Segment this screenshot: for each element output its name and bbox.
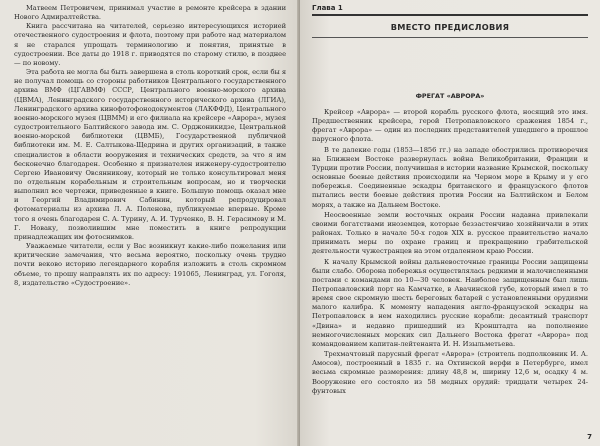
right-paragraph-1: Крейсер «Аврора» — второй корабль русского флота, носящий это имя. Предшественник крейсера, герой Петропавловского сражения 1854 г., фрегат «Аврора» — один из последних представителей ушедшего в прошлое парусного флота. bbox=[312, 108, 588, 144]
chapter-label: Глава 1 bbox=[312, 4, 343, 12]
right-paragraph-2: В те далекие годы (1853—1856 гг.) на западе обострились противоречия на Ближнем Востоке развернулась война Великобритании, Франции и Турции против России, получившая в истории название Крымской, поскольку основные боевые действия происходили на Черном море в Крыму и у его побережья. Соединенные эскадры британского и французского флотов пытались вести боевые действия против России на Балтийском и Белом морях, а также на Дальнем Востоке. bbox=[312, 145, 588, 209]
left-paragraph-3: Эта работа не могла бы быть завершена в столь короткий срок, если бы я не получал помощь со стороны работников Центрального государственного архива ВМФ (ЦГАВМФ) СССР, Центрального военно-морского архива (ЦВМА), Ленинградского государственного исторического архива (ЛГИА), Ленинградского архива кинофотофонодокументов (ЛАКФФД), Центрального военно-морского музея (ЦВММ) и его филиала на крейсере «Аврора», музея судостроительного Балтийского завода им. С. Орджоникидзе, Центральной военно-морской библиотеки (ЦВМБ), Государственной публичной библиотеки им. М. Е. Салтыкова-Щедрина и других организаций, в также специалистов в области вооружения и технических средств, за что я им бесконечно благодарен. Особенно я признателен инженеру-судостроителю Сергею Ивановичу Овсянникову, который не только консультировал меня по отдельным корабельным и строительным вопросам, но и творчески выполнил все чертежи, приведенные в книге. Большую помощь оказал мне и Георгий Владимирович Сабинин, который репродуцировал фотоматериалы из архива Л. А. Поленова, публикуемые впервые. Кроме того я очень благодарен С. А. Турину, А. И. Турченко, В. Н. Герасимову и М. Г. Новаку, позволившим мне поместить в книге репродукции принадлежащих им фотоснимков. bbox=[14, 68, 286, 241]
right-paragraph-3: Неосвоенные земли восточных окраин России надавна привлекали своими богатствами иноземцев, которые беззастенчиво хозяйничали в этих районах. Только в начале 50-х годов XIX в. русское правительство начало принимать меры по охране границ и прекращению грабительской деятельности чужестранцев на этом отдаленном краю России. bbox=[312, 210, 588, 256]
left-paragraph-2: Книга рассчитана на читателей, серьезно интересующихся историей отечественного судостроения и флота, поэтому при работе над материалом я не старался упрощать терминологию и понятия, принятые в судостроении. Все даты до 1918 г. приводятся по старому стилю, в позднее — по новому. bbox=[14, 22, 286, 67]
right-page bbox=[300, 0, 600, 446]
chapter-title: ВМЕСТО ПРЕДИСЛОВИЯ bbox=[312, 14, 588, 38]
right-body-text bbox=[312, 108, 588, 397]
right-paragraph-5: Трехмачтовый парусный фрегат «Аврора» (строитель подполковник И. А. Амосов), построенный в 1835 г. на Охтинской верфи в Петербурге, имел весьма скромные размерения: длину 48,8 м, ширину 12,6 м, осадку 4 м. Вооружение его состояло из 58 медных орудий: тридцати четырех 24-фунтовых bbox=[312, 350, 588, 395]
page-number: 7 bbox=[587, 433, 592, 441]
right-paragraph-4: К началу Крымской войны дальневосточные границы России защищены были слабо. Оборона побережья осуществлялась редкими и малочисленными постами с командами по 10—30 человек. Наиболее защищенным был лишь Петропавловский порт на Камчатке, в Авачинской губе, который имел в то время свое скромную шесть береговых батарей с установленными орудиями малого калибра. К моменту нападения англо-французской эскадры на Петропавловск в нем находились русские корабли: десантный транспорт «Двина» и недавно пришедший из Кронштадта на пополнение немногочисленных морских сил Дальнего Востока фрегат «Аврора» под командованием капитан-лейтенанта И. Н. Изыльметьева. bbox=[312, 257, 588, 348]
left-paragraph-4: Уважаемые читатели, если у Вас возникнут какие-либо пожелания или критические замечания, что весьма вероятно, поскольку очень трудно почти веково историю легендарного корабля изложить в столь скромном объеме, то прошу направлять их по адресу: 191065, Ленинград, ул. Гоголя, 8, издательство «Судостроение». bbox=[14, 242, 286, 287]
left-paragraph-1: Матвеем Петровичем, принимал участие в ремонте крейсера в здании Нового Адмиралтейства. bbox=[14, 4, 286, 22]
section-title: ФРЕГАТ «АВРОРА» bbox=[415, 92, 485, 100]
